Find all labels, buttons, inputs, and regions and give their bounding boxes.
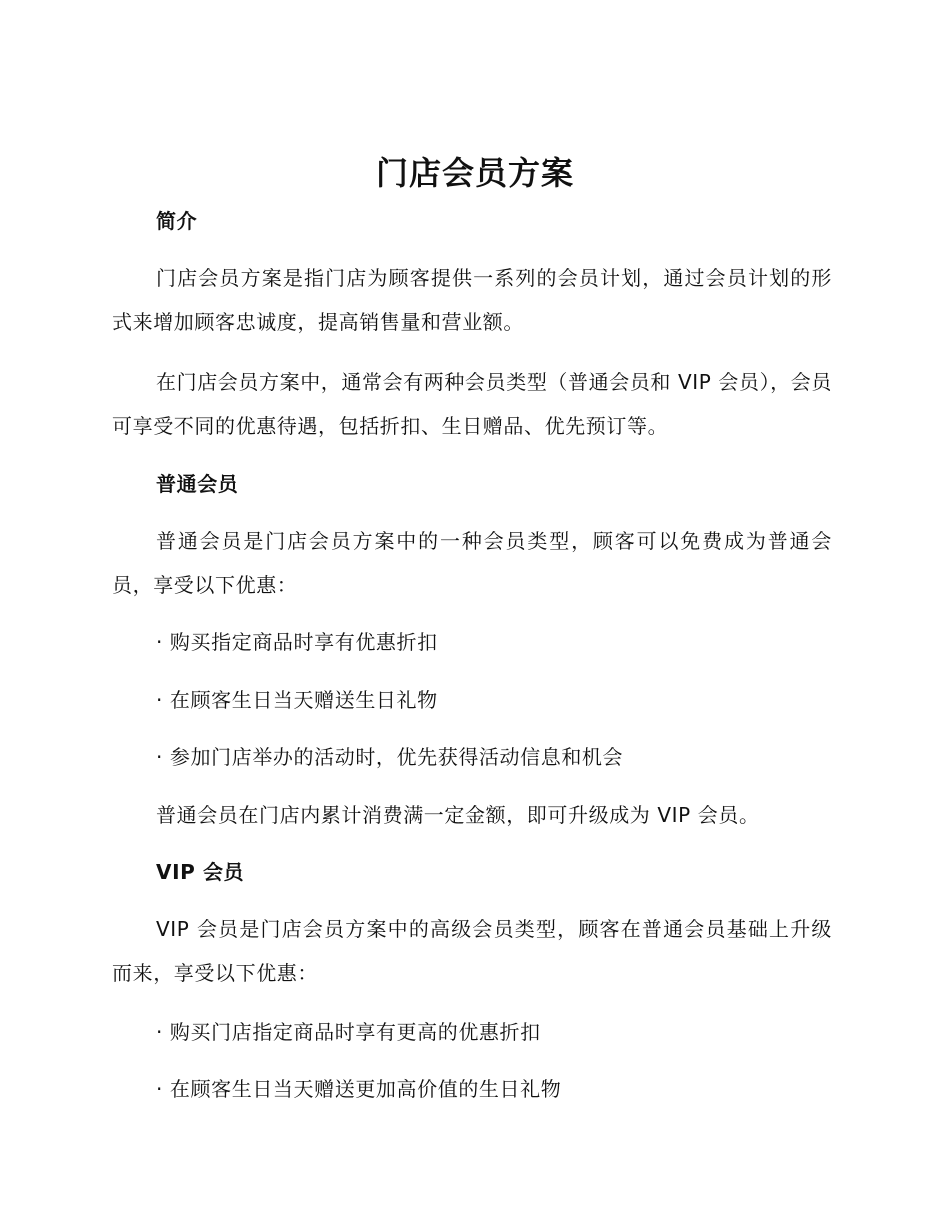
regular-member-upgrade-note: 普通会员在门店内累计消费满一定金额，即可升级成为 VIP 会员。 <box>156 803 760 827</box>
vip-member-intro: VIP 会员是门店会员方案中的高级会员类型，顾客在普通会员基础上升级而来，享受以下优惠： <box>112 917 832 985</box>
regular-member-benefit-3: · 参加门店举办的活动时，优先获得活动信息和机会 <box>156 745 624 769</box>
vip-member-benefit-1: · 购买门店指定商品时享有更高的优惠折扣 <box>156 1020 541 1044</box>
intro-paragraph-2: 在门店会员方案中，通常会有两种会员类型（普通会员和 VIP 会员），会员可享受不同的优惠待遇，包括折扣、生日赠品、优先预订等。 <box>112 370 832 438</box>
section-heading-regular-member: 普通会员 <box>156 472 239 496</box>
document-title: 门店会员方案 <box>375 154 574 192</box>
vip-member-benefit-2: · 在顾客生日当天赠送更加高价值的生日礼物 <box>156 1077 562 1101</box>
section-heading-intro: 简介 <box>156 209 198 233</box>
regular-member-benefit-2: · 在顾客生日当天赠送生日礼物 <box>156 688 438 712</box>
regular-member-intro: 普通会员是门店会员方案中的一种会员类型，顾客可以免费成为普通会员，享受以下优惠： <box>112 529 832 597</box>
intro-paragraph-1: 门店会员方案是指门店为顾客提供一系列的会员计划，通过会员计划的形式来增加顾客忠诚度，提高销售量和营业额。 <box>112 266 832 334</box>
section-heading-vip-member: VIP 会员 <box>156 860 245 884</box>
regular-member-benefit-1: · 购买指定商品时享有优惠折扣 <box>156 630 438 654</box>
